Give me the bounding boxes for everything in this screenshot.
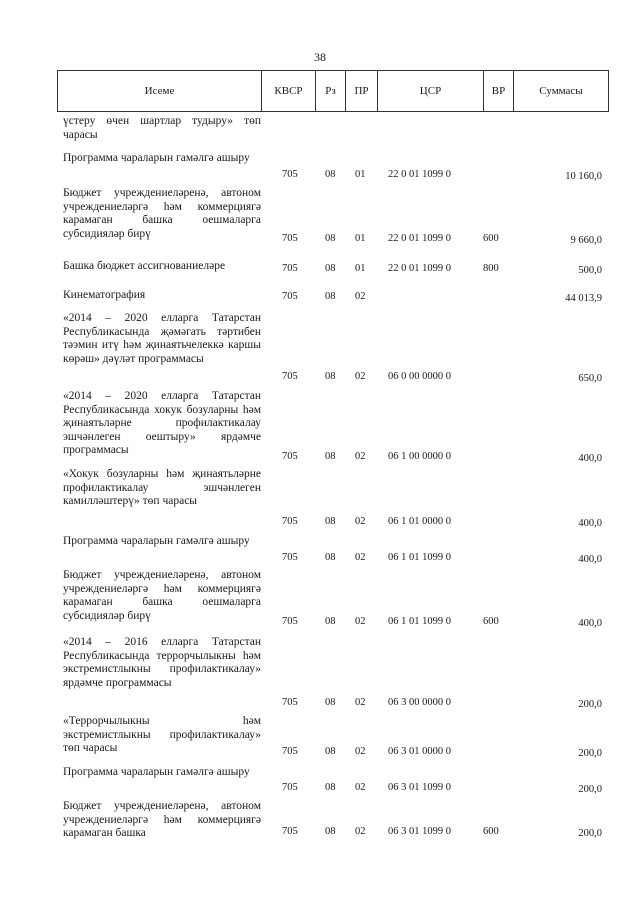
row-csr: 06 1 00 0000 0 bbox=[388, 451, 451, 462]
row-vr: 800 bbox=[483, 263, 499, 274]
row-name: Бюджет учреждениеләренә, автоном учреждениеләргә һәм коммерциягә карамаган башка bbox=[63, 800, 261, 840]
row-rz: 08 bbox=[325, 291, 336, 302]
row-name: «Террорчылыкны һәм экстремистлыкны профилактикалау» төп чарасы bbox=[63, 715, 261, 755]
row-sum: 10 160,0 bbox=[565, 171, 602, 182]
row-vr: 600 bbox=[483, 826, 499, 837]
row-kvsr: 705 bbox=[282, 552, 298, 563]
row-csr: 06 3 01 1099 0 bbox=[388, 782, 451, 793]
row-pr: 01 bbox=[355, 169, 366, 180]
row-name: үстеру өчен шартлар тудыру» төп чарасы bbox=[63, 115, 261, 141]
row-rz: 08 bbox=[325, 616, 336, 627]
row-vr: 600 bbox=[483, 616, 499, 627]
row-csr: 22 0 01 1099 0 bbox=[388, 263, 451, 274]
row-name: Кинематография bbox=[63, 289, 146, 301]
header-csr: ЦСР bbox=[378, 71, 484, 112]
row-kvsr: 705 bbox=[282, 826, 298, 837]
row-name: «Хокук бозуларны һәм җинаятьләрне профилактикалау эшчәнлеген камилләштерү» төп чарасы bbox=[63, 468, 261, 508]
header-kvsr: КВСР bbox=[262, 71, 316, 112]
row-sum: 200,0 bbox=[578, 784, 602, 795]
page-number: 38 bbox=[314, 50, 326, 64]
row-name: Башка бюджет ассигнованиеләре bbox=[63, 260, 226, 272]
row-sum: 650,0 bbox=[578, 373, 602, 384]
row-kvsr: 705 bbox=[282, 782, 298, 793]
row-name: Программа чараларын гамәлгә ашыру bbox=[63, 152, 250, 164]
row-rz: 08 bbox=[325, 697, 336, 708]
row-name: «2014 – 2016 елларга Татарстан Республикасында террорчылыкны һәм экстремистлыкны профилактикалау» ярдәмче программасы bbox=[63, 636, 261, 689]
row-rz: 08 bbox=[325, 552, 336, 563]
row-kvsr: 705 bbox=[282, 169, 298, 180]
header-vr: ВР bbox=[484, 71, 514, 112]
row-csr: 06 3 01 1099 0 bbox=[388, 826, 451, 837]
row-rz: 08 bbox=[325, 451, 336, 462]
row-rz: 08 bbox=[325, 516, 336, 527]
row-rz: 08 bbox=[325, 371, 336, 382]
row-rz: 08 bbox=[325, 782, 336, 793]
row-rz: 08 bbox=[325, 233, 336, 244]
row-kvsr: 705 bbox=[282, 616, 298, 627]
row-pr: 02 bbox=[355, 516, 366, 527]
row-kvsr: 705 bbox=[282, 233, 298, 244]
row-kvsr: 705 bbox=[282, 746, 298, 757]
row-sum: 200,0 bbox=[578, 828, 602, 839]
row-pr: 01 bbox=[355, 263, 366, 274]
header-sum: Суммасы bbox=[514, 71, 609, 112]
row-sum: 200,0 bbox=[578, 699, 602, 710]
row-pr: 02 bbox=[355, 451, 366, 462]
row-csr: 06 1 01 0000 0 bbox=[388, 516, 451, 527]
row-sum: 400,0 bbox=[578, 618, 602, 629]
row-csr: 22 0 01 1099 0 bbox=[388, 169, 451, 180]
row-name: Программа чараларын гамәлгә ашыру bbox=[63, 766, 250, 778]
row-vr: 600 bbox=[483, 233, 499, 244]
row-pr: 02 bbox=[355, 826, 366, 837]
row-csr: 06 1 01 1099 0 bbox=[388, 616, 451, 627]
row-pr: 02 bbox=[355, 782, 366, 793]
row-csr: 06 3 01 0000 0 bbox=[388, 746, 451, 757]
row-rz: 08 bbox=[325, 263, 336, 274]
header-name: Исеме bbox=[58, 71, 262, 112]
row-sum: 400,0 bbox=[578, 453, 602, 464]
row-kvsr: 705 bbox=[282, 371, 298, 382]
header-pr: ПР bbox=[346, 71, 378, 112]
row-name: «2014 – 2020 елларга Татарстан Республикасында хокук бозуларны һәм җинаятьләрне профилактикалау эшчәнлеген оештыру» ярдәмче программасы bbox=[63, 390, 261, 457]
row-pr: 02 bbox=[355, 291, 366, 302]
row-name: «2014 – 2020 елларга Татарстан Республикасында җәмәгать тәртибен тәэмин итү һәм җинаятьчелеккә каршы көрәш» дәүләт программасы bbox=[63, 312, 261, 365]
row-kvsr: 705 bbox=[282, 516, 298, 527]
row-pr: 02 bbox=[355, 746, 366, 757]
row-kvsr: 705 bbox=[282, 697, 298, 708]
row-name: Программа чараларын гамәлгә ашыру bbox=[63, 535, 250, 547]
row-rz: 08 bbox=[325, 746, 336, 757]
header-rz: Рз bbox=[316, 71, 346, 112]
row-kvsr: 705 bbox=[282, 451, 298, 462]
row-pr: 02 bbox=[355, 371, 366, 382]
row-sum: 400,0 bbox=[578, 554, 602, 565]
row-pr: 02 bbox=[355, 697, 366, 708]
row-pr: 02 bbox=[355, 616, 366, 627]
row-sum: 500,0 bbox=[578, 265, 602, 276]
row-kvsr: 705 bbox=[282, 291, 298, 302]
row-csr: 22 0 01 1099 0 bbox=[388, 233, 451, 244]
row-sum: 9 660,0 bbox=[570, 235, 602, 246]
row-csr: 06 3 00 0000 0 bbox=[388, 697, 451, 708]
row-csr: 06 0 00 0000 0 bbox=[388, 371, 451, 382]
row-rz: 08 bbox=[325, 826, 336, 837]
row-name: Бюджет учреждениеләренә, автоном учреждениеләргә һәм коммерциягә карамаган башка оешмаларга субсидияләр бирү bbox=[63, 569, 261, 622]
row-name: Бюджет учреждениеләренә, автоном учреждениеләргә һәм коммерциягә карамаган башка оешмаларга субсидияләр бирү bbox=[63, 187, 261, 240]
row-kvsr: 705 bbox=[282, 263, 298, 274]
row-rz: 08 bbox=[325, 169, 336, 180]
row-pr: 02 bbox=[355, 552, 366, 563]
row-csr: 06 1 01 1099 0 bbox=[388, 552, 451, 563]
budget-table-header bbox=[57, 70, 609, 112]
row-sum: 200,0 bbox=[578, 748, 602, 759]
row-sum: 44 013,9 bbox=[565, 293, 602, 304]
row-pr: 01 bbox=[355, 233, 366, 244]
row-sum: 400,0 bbox=[578, 518, 602, 529]
